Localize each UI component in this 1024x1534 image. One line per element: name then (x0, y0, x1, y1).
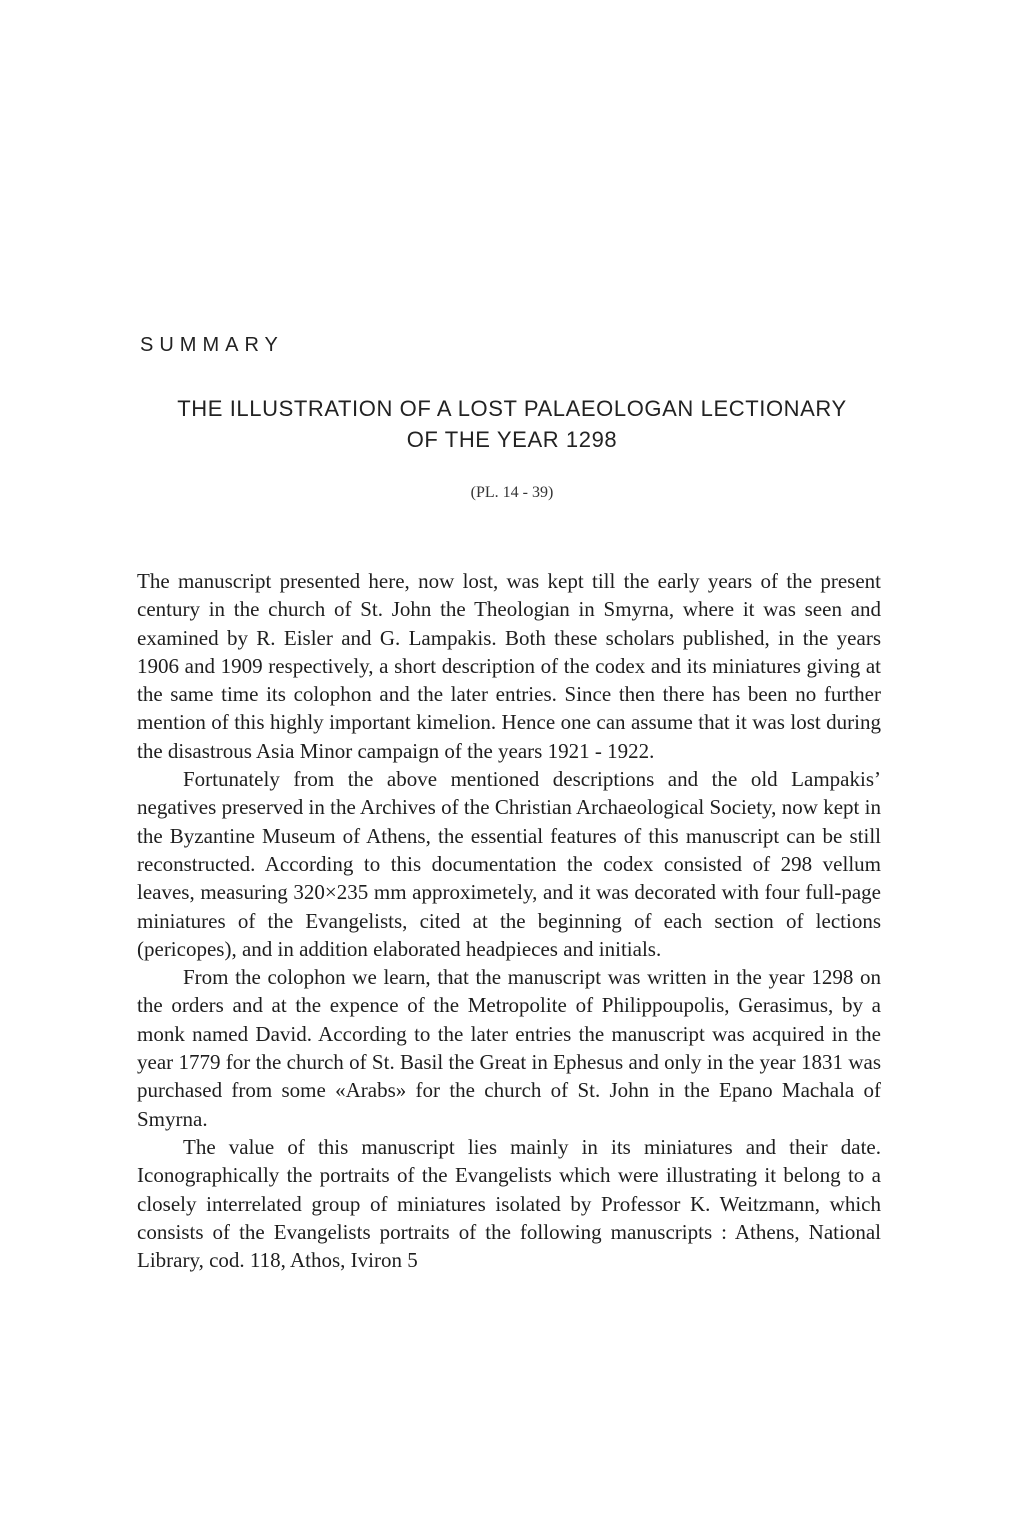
article-title (140, 393, 884, 455)
paragraph-2: Fortunately from the above mentioned descriptions and the old Lampakis’ negatives preserved in the Archives of the Christian Archaeological Society, now kept in the Byzantine Museum of Athens, the essential features of this manuscript can be still reconstructed. According to this documentation the codex consisted of 298 vellum leaves, measuring 320×235 mm approximetely, and it was decorated with four full-page miniatures of the Evangelists, cited at the beginning of each section of lections (pericopes), and in addition elaborated headpieces and initials. (137, 767, 881, 961)
article-title-line-1: THE ILLUSTRATION OF A LOST PALAEOLOGAN LECTIONARY (177, 396, 847, 421)
paragraph-1: The manuscript presented here, now lost, was kept till the early years of the present century in the church of St. John the Theologian in Smyrna, where it was seen and examined by R. Eisler and G. Lampakis. Both these scholars published, in the years 1906 and 1909 respectively, a short description of the codex and its miniatures giving at the same time its colophon and the later entries. Since then there has been no further mention of this highly important kimelion. Hence one can assume that it was lost during the disastrous Asia Minor campaign of the years 1921 - 1922. (137, 569, 881, 763)
article-title-line-2: OF THE YEAR 1298 (406, 427, 618, 452)
paragraph-3: From the colophon we learn, that the manuscript was written in the year 1298 on the orders and at the expence of the Metropolite of Philippoupolis, Gerasimus, by a monk named David. According to the later entries the manuscript was acquired in the year 1779 for the church of St. Basil the Great in Ephesus and only in the year 1831 was purchased from some «Arabs» for the church of St. John in the Epano Machala of Smyrna. (137, 965, 881, 1131)
paragraph-4: The value of this manuscript lies mainly in its miniatures and their date. Iconographically the portraits of the Evangelists which were illustrating it belong to a closely interrelated group of miniatures isolated by Professor K. Weitzmann, which consists of the Evangelists portraits of the following manuscripts : Athens, National Library, cod. 118, Athos, Iviron 5 (137, 1134, 881, 1273)
plates-reference: (PL. 14 - 39) (470, 484, 554, 501)
section-label: SUMMARY (140, 334, 284, 356)
body-text (137, 567, 881, 1274)
